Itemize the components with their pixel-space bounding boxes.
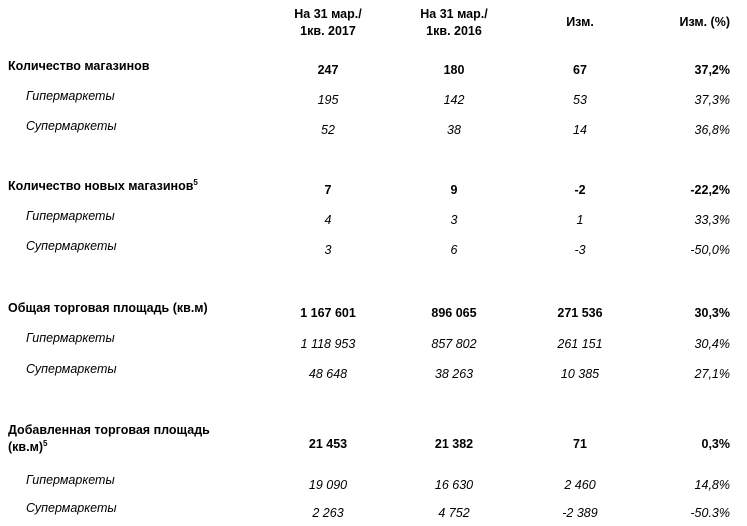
cell-change-pct: 37,2% xyxy=(694,63,730,77)
cell-change-pct: 37,3% xyxy=(694,93,730,107)
row-label xyxy=(8,178,198,195)
cell-change-pct: -50,0% xyxy=(690,243,730,257)
cell-q1-2016: 896 065 xyxy=(431,306,477,320)
row-label: Супермаркеты xyxy=(26,239,117,253)
row-label: Супермаркеты xyxy=(26,362,117,376)
row-label-text: Количество новых магазинов xyxy=(8,179,194,193)
row-label: Гипермаркеты xyxy=(26,473,115,487)
header-col-q1-2017-line1: На 31 мар./ xyxy=(294,7,362,21)
table-row-supermarkets xyxy=(0,361,747,379)
cell-q1-2016: 3 xyxy=(450,213,458,227)
table-row-hypermarkets xyxy=(0,88,747,106)
footnote-marker: 5 xyxy=(193,177,198,187)
row-label-line2: (кв.м) xyxy=(8,440,43,454)
cell-q1-2017: 195 xyxy=(317,93,339,107)
cell-change-pct: 30,3% xyxy=(694,306,730,320)
cell-change: 261 151 xyxy=(557,337,603,351)
cell-change: -3 xyxy=(574,243,586,257)
cell-q1-2016: 38 xyxy=(447,123,461,137)
cell-change: 67 xyxy=(573,63,587,77)
table-row-supermarkets xyxy=(0,238,747,256)
header-col-q1-2016 xyxy=(414,6,494,40)
cell-q1-2016: 9 xyxy=(450,183,458,197)
cell-q1-2017: 2 263 xyxy=(312,506,344,520)
cell-change: -2 xyxy=(574,183,586,197)
row-label: Гипермаркеты xyxy=(26,89,115,103)
cell-q1-2016: 38 263 xyxy=(434,367,474,381)
cell-q1-2016: 4 752 xyxy=(438,506,470,520)
cell-q1-2017: 1 167 601 xyxy=(300,306,356,320)
row-label: Общая торговая площадь (кв.м) xyxy=(8,301,208,315)
table-row-store-count xyxy=(0,58,747,76)
cell-change: 53 xyxy=(573,93,587,107)
cell-change: 1 xyxy=(576,213,584,227)
cell-change-pct: 0,3% xyxy=(701,437,730,451)
cell-change-pct: 33,3% xyxy=(694,213,730,227)
row-label: Супермаркеты xyxy=(26,501,117,515)
table-row-hypermarkets xyxy=(0,208,747,226)
cell-q1-2017: 21 453 xyxy=(308,437,348,451)
row-label: Гипермаркеты xyxy=(26,331,115,345)
row-label-text: Количество магазинов xyxy=(8,59,150,73)
cell-q1-2017: 247 xyxy=(317,63,339,77)
cell-change: -2 389 xyxy=(562,506,598,520)
cell-q1-2017: 1 118 953 xyxy=(300,337,356,351)
cell-change: 71 xyxy=(573,437,587,451)
table-row-supermarkets xyxy=(0,500,747,518)
footnote-marker: 5 xyxy=(43,438,48,448)
cell-q1-2016: 180 xyxy=(443,63,465,77)
cell-change-pct: 14,8% xyxy=(694,478,730,492)
cell-change-pct: 27,1% xyxy=(694,367,730,381)
cell-change-pct: 36,8% xyxy=(694,123,730,137)
cell-change: 271 536 xyxy=(557,306,603,320)
table-row-new-stores xyxy=(0,178,747,196)
header-col-q1-2017-line2: 1кв. 2017 xyxy=(300,24,356,38)
cell-q1-2017: 52 xyxy=(321,123,335,137)
header-col-change: Изм. xyxy=(566,15,594,29)
cell-q1-2017: 19 090 xyxy=(308,478,348,492)
table-row-hypermarkets xyxy=(0,472,747,490)
cell-change-pct: 30,4% xyxy=(694,337,730,351)
cell-q1-2016: 21 382 xyxy=(434,437,474,451)
table-row-added-area xyxy=(0,422,747,458)
cell-q1-2016: 142 xyxy=(443,93,465,107)
row-label xyxy=(8,422,210,456)
row-label: Гипермаркеты xyxy=(26,209,115,223)
row-label-line1: Добавленная торговая площадь xyxy=(8,423,210,437)
cell-change-pct: -22,2% xyxy=(690,183,730,197)
cell-q1-2017: 4 xyxy=(324,213,332,227)
table-row-total-area xyxy=(0,300,747,318)
cell-change-pct: -50.3% xyxy=(690,506,730,520)
row-label: Супермаркеты xyxy=(26,119,117,133)
cell-q1-2017: 3 xyxy=(324,243,332,257)
header-col-q1-2016-line1: На 31 мар./ xyxy=(420,7,488,21)
cell-q1-2017: 7 xyxy=(324,183,332,197)
row-label-line2-wrap xyxy=(8,439,210,456)
row-label xyxy=(8,58,149,75)
table-row-hypermarkets xyxy=(0,330,747,351)
header-col-q1-2017 xyxy=(288,6,368,40)
header-col-q1-2016-line2: 1кв. 2016 xyxy=(426,24,482,38)
cell-change: 10 385 xyxy=(560,367,600,381)
cell-q1-2017: 48 648 xyxy=(308,367,348,381)
cell-change: 2 460 xyxy=(564,478,596,492)
cell-q1-2016: 6 xyxy=(450,243,458,257)
cell-q1-2016: 16 630 xyxy=(434,478,474,492)
cell-q1-2016: 857 802 xyxy=(431,337,477,351)
table-row-supermarkets xyxy=(0,118,747,136)
cell-change: 14 xyxy=(573,123,587,137)
header-col-change-pct: Изм. (%) xyxy=(679,15,730,29)
